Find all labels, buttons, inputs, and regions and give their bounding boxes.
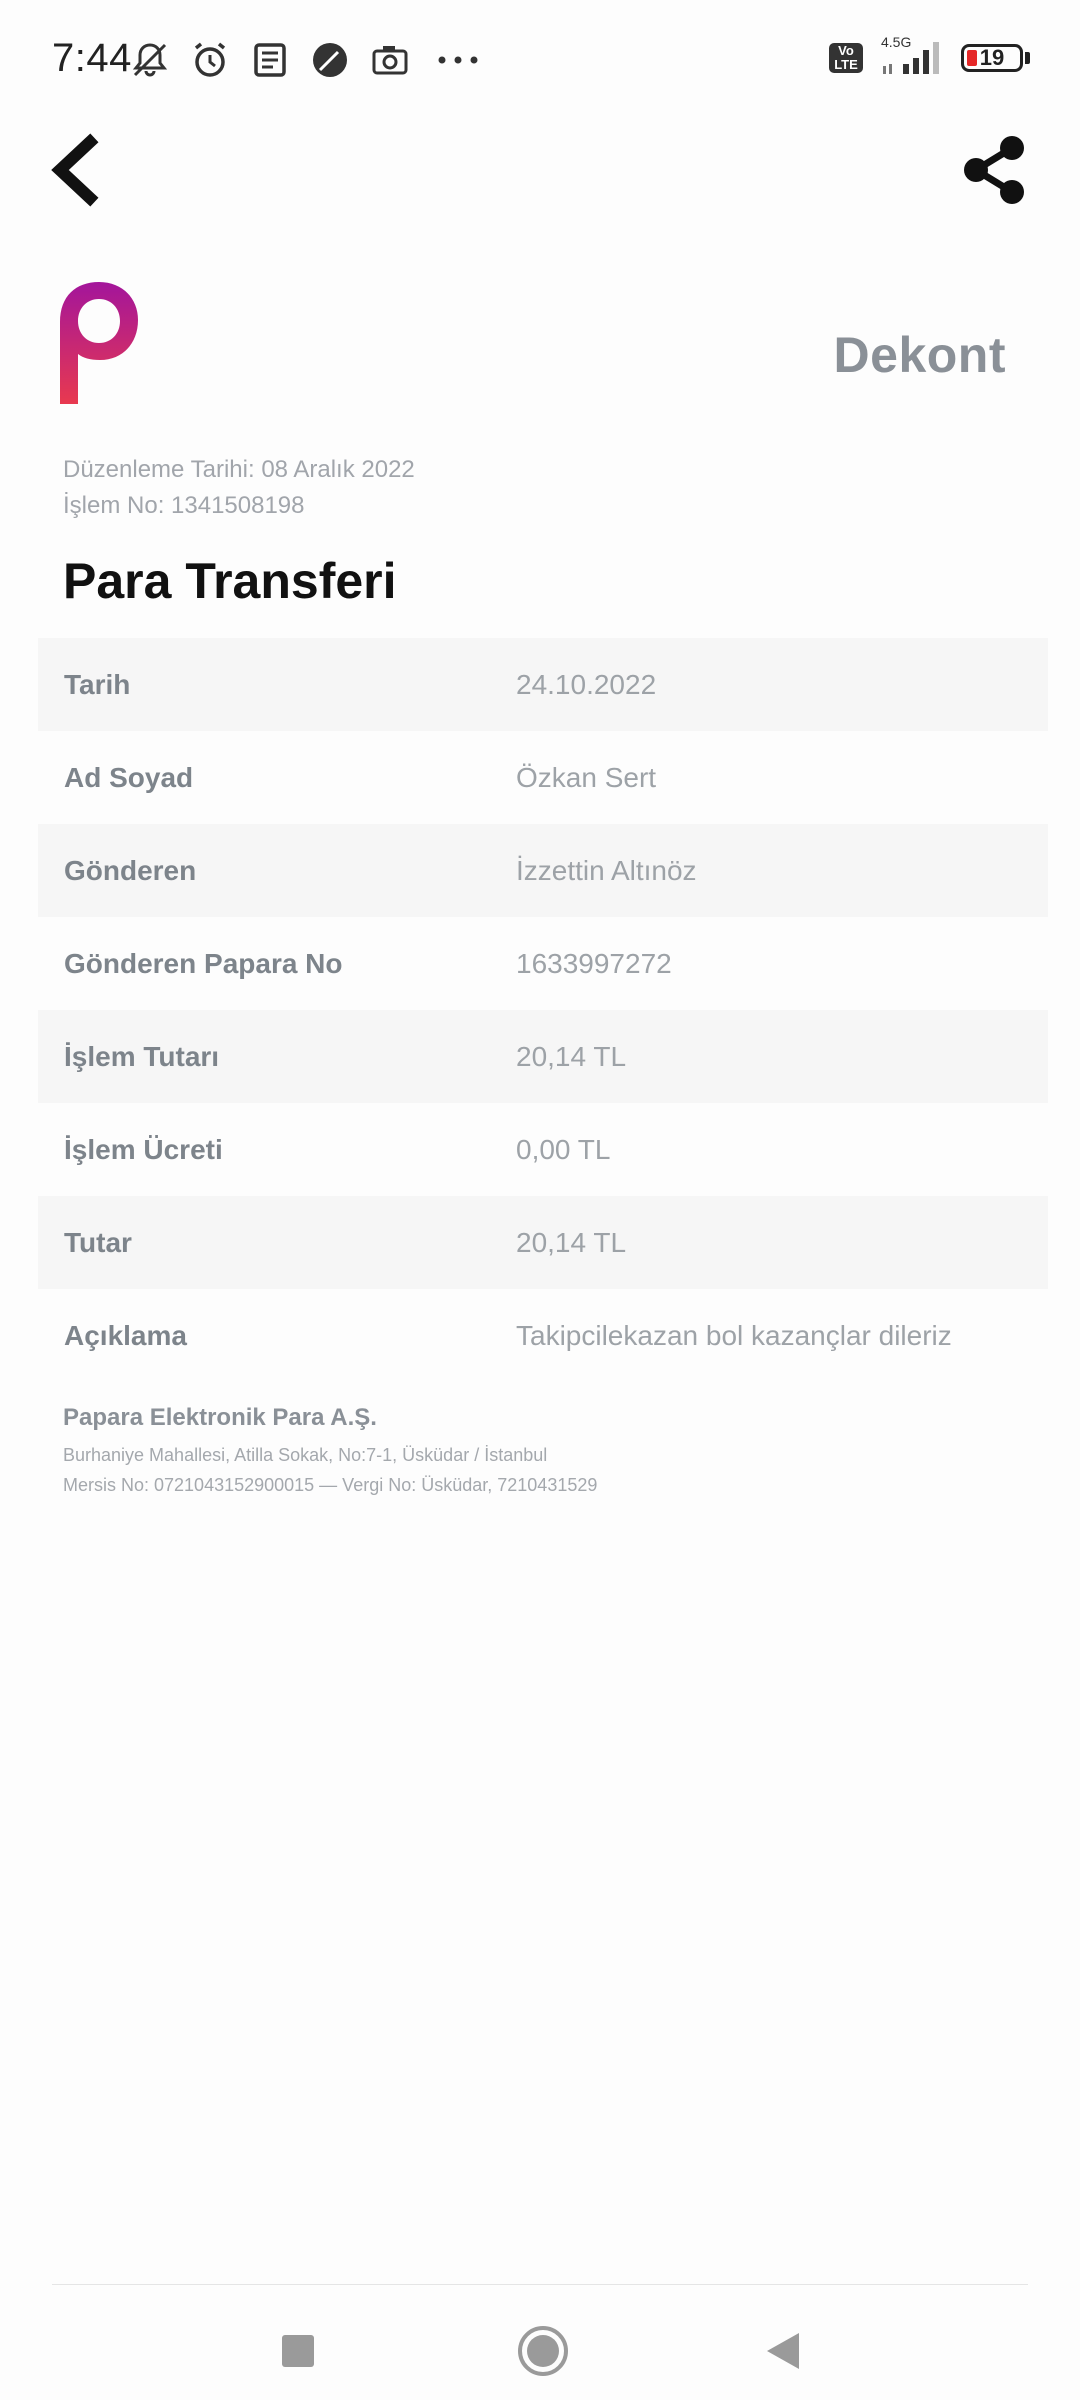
receipt-meta (63, 452, 415, 524)
news-icon (248, 38, 292, 82)
status-bar (0, 0, 1080, 120)
detail-row-sender-papara-no (38, 917, 1048, 1010)
detail-row-sender (38, 824, 1048, 917)
detail-row-fee (38, 1103, 1048, 1196)
back-button[interactable] (46, 130, 106, 210)
detail-value: 0,00 TL (516, 1133, 611, 1165)
alarm-icon (188, 38, 232, 82)
muted-bell-icon (128, 38, 172, 82)
detail-label: Tutar (64, 1226, 132, 1258)
status-system-icons (829, 34, 1030, 76)
transaction-number: İşlem No: 1341508198 (63, 492, 305, 519)
back-triangle-icon (761, 2329, 805, 2373)
home-circle-icon (515, 2323, 571, 2379)
nav-divider (52, 2284, 1028, 2285)
company-registry: Mersis No: 0721043152900015 — Vergi No: Üsküdar, 7210431529 (63, 1475, 598, 1495)
network-type: 4.5G (881, 34, 912, 50)
battery-level-fill (967, 50, 977, 66)
detail-row-total (38, 1196, 1048, 1289)
detail-label: Gönderen Papara No (64, 947, 343, 979)
detail-label: İşlem Tutarı (64, 1040, 220, 1072)
leaf-icon (308, 38, 352, 82)
company-name: Papara Elektronik Para A.Ş. (63, 1404, 377, 1431)
status-notification-icons (128, 38, 488, 82)
detail-value: 20,14 TL (516, 1226, 627, 1258)
detail-label: Ad Soyad (64, 761, 194, 793)
issue-date: Düzenleme Tarihi: 08 Aralık 2022 (63, 456, 415, 483)
detail-label: Tarih (64, 668, 131, 700)
recents-button[interactable] (263, 2316, 333, 2386)
battery-percent: 19 (979, 45, 1005, 70)
document-type-label: Dekont (833, 327, 1006, 383)
detail-value: Özkan Sert (516, 761, 657, 793)
detail-value: 24.10.2022 (516, 668, 657, 700)
home-button[interactable] (508, 2316, 578, 2386)
camera-icon (368, 38, 412, 82)
status-time: 7:44 (52, 36, 132, 80)
detail-row-date (38, 638, 1048, 731)
battery-icon (961, 44, 1023, 72)
share-button[interactable] (960, 130, 1030, 210)
detail-label: Açıklama (64, 1319, 187, 1351)
chevron-left-icon (46, 130, 106, 210)
papara-logo (60, 282, 138, 404)
detail-value: Takipcilekazan bol kazançlar dileriz (516, 1319, 952, 1351)
system-back-button[interactable] (748, 2316, 818, 2386)
detail-label: İşlem Ücreti (64, 1133, 223, 1165)
volte-badge: Vo LTE (829, 43, 863, 73)
recents-square-icon (278, 2331, 318, 2371)
detail-label: Gönderen (64, 854, 197, 886)
page-title: Para Transferi (63, 553, 397, 609)
detail-value: 1633997272 (516, 947, 672, 979)
signal-icon (877, 34, 947, 76)
detail-value: İzzettin Altınöz (516, 854, 697, 886)
company-info (63, 1404, 597, 1500)
battery-tip (1025, 52, 1030, 64)
details-table (38, 638, 1048, 1382)
detail-row-description (38, 1289, 1048, 1382)
detail-value: 20,14 TL (516, 1040, 627, 1072)
more-dots-icon (428, 38, 488, 82)
share-icon (960, 130, 1030, 210)
company-address: Burhaniye Mahallesi, Atilla Sokak, No:7-1, Üsküdar / İstanbul (63, 1445, 548, 1465)
detail-row-name (38, 731, 1048, 824)
detail-row-amount (38, 1010, 1048, 1103)
